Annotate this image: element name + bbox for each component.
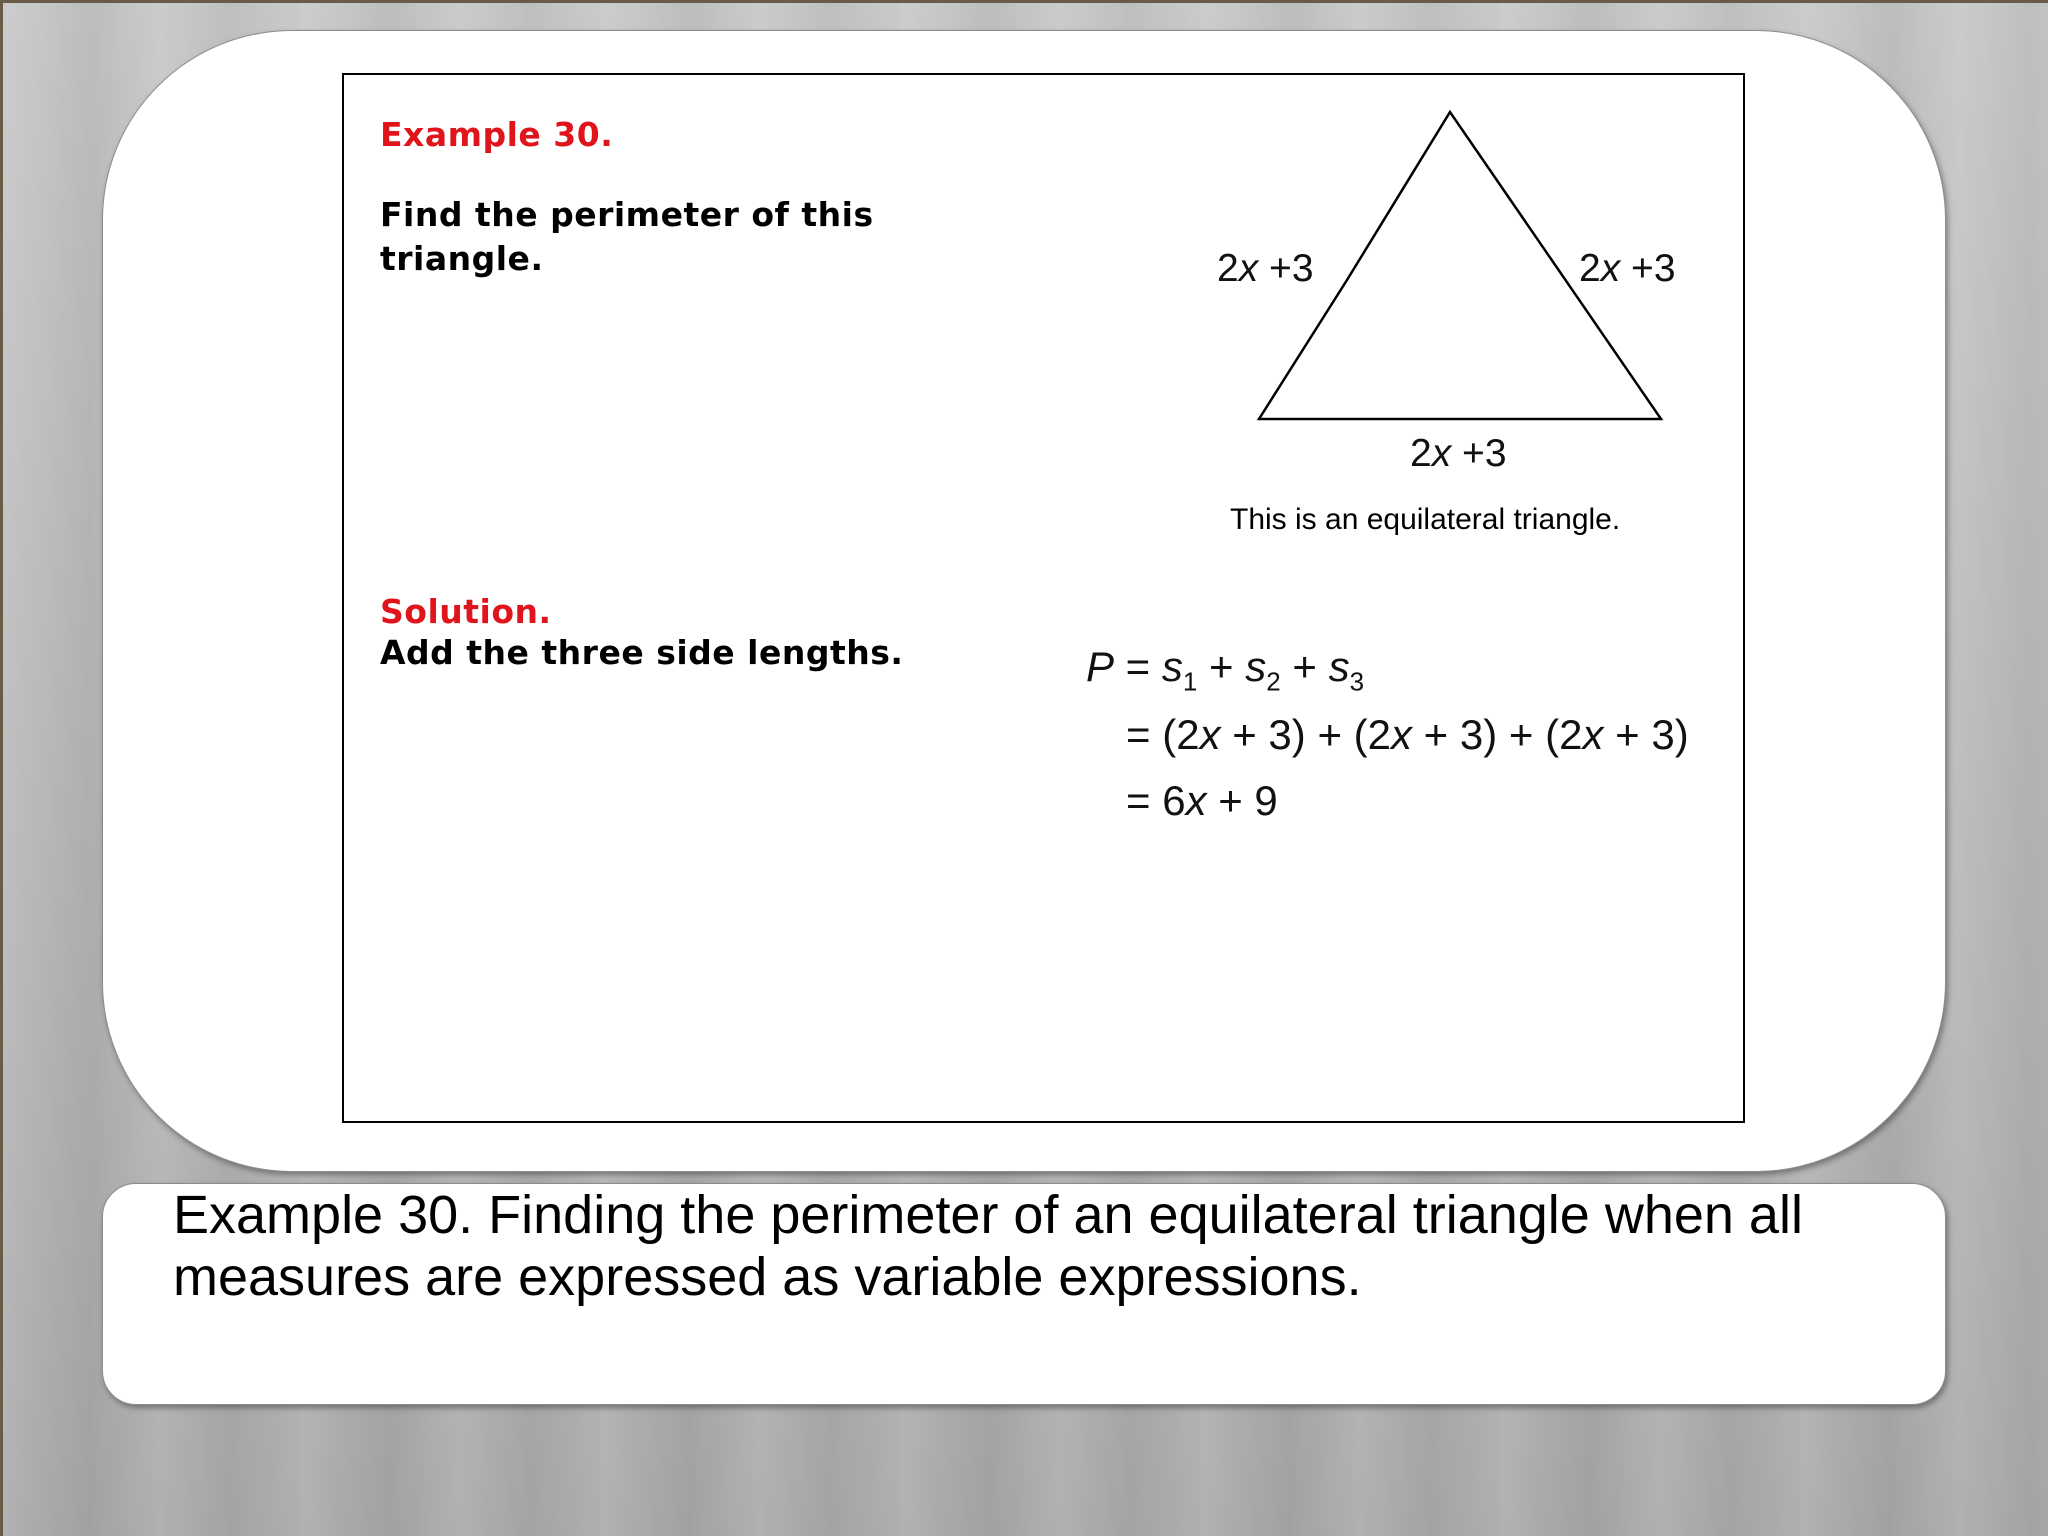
equation-line-1: $P = s_1 + s_2 + s_3$ [1086,643,1365,697]
left-side-label: 2x +3 [1217,247,1314,290]
equilateral-note: This is an equilateral triangle. [1230,503,1621,536]
equation-line-3: = 6x + 9 [1126,777,1278,824]
right-side-label: 2x +3 [1579,247,1676,290]
caption-text: Example 30. Finding the perimeter of an equilateral triangle when all measures are expressed as variable expressions. [173,1185,1803,1307]
slide-content [342,73,1745,1123]
solution-text: Add the three side lengths. [380,633,904,672]
triangle-figure [344,75,1747,1125]
problem-text: Find the perimeter of this triangle. [380,195,874,278]
bottom-side-label: 2x +3 [1410,432,1507,475]
solution-heading: Solution. [380,592,552,631]
example-heading: Example 30. [380,115,614,154]
equation-line-2: = (2x + 3) + (2x + 3) + (2x + 3) [1126,711,1689,758]
caption-panel [102,1183,1946,1405]
